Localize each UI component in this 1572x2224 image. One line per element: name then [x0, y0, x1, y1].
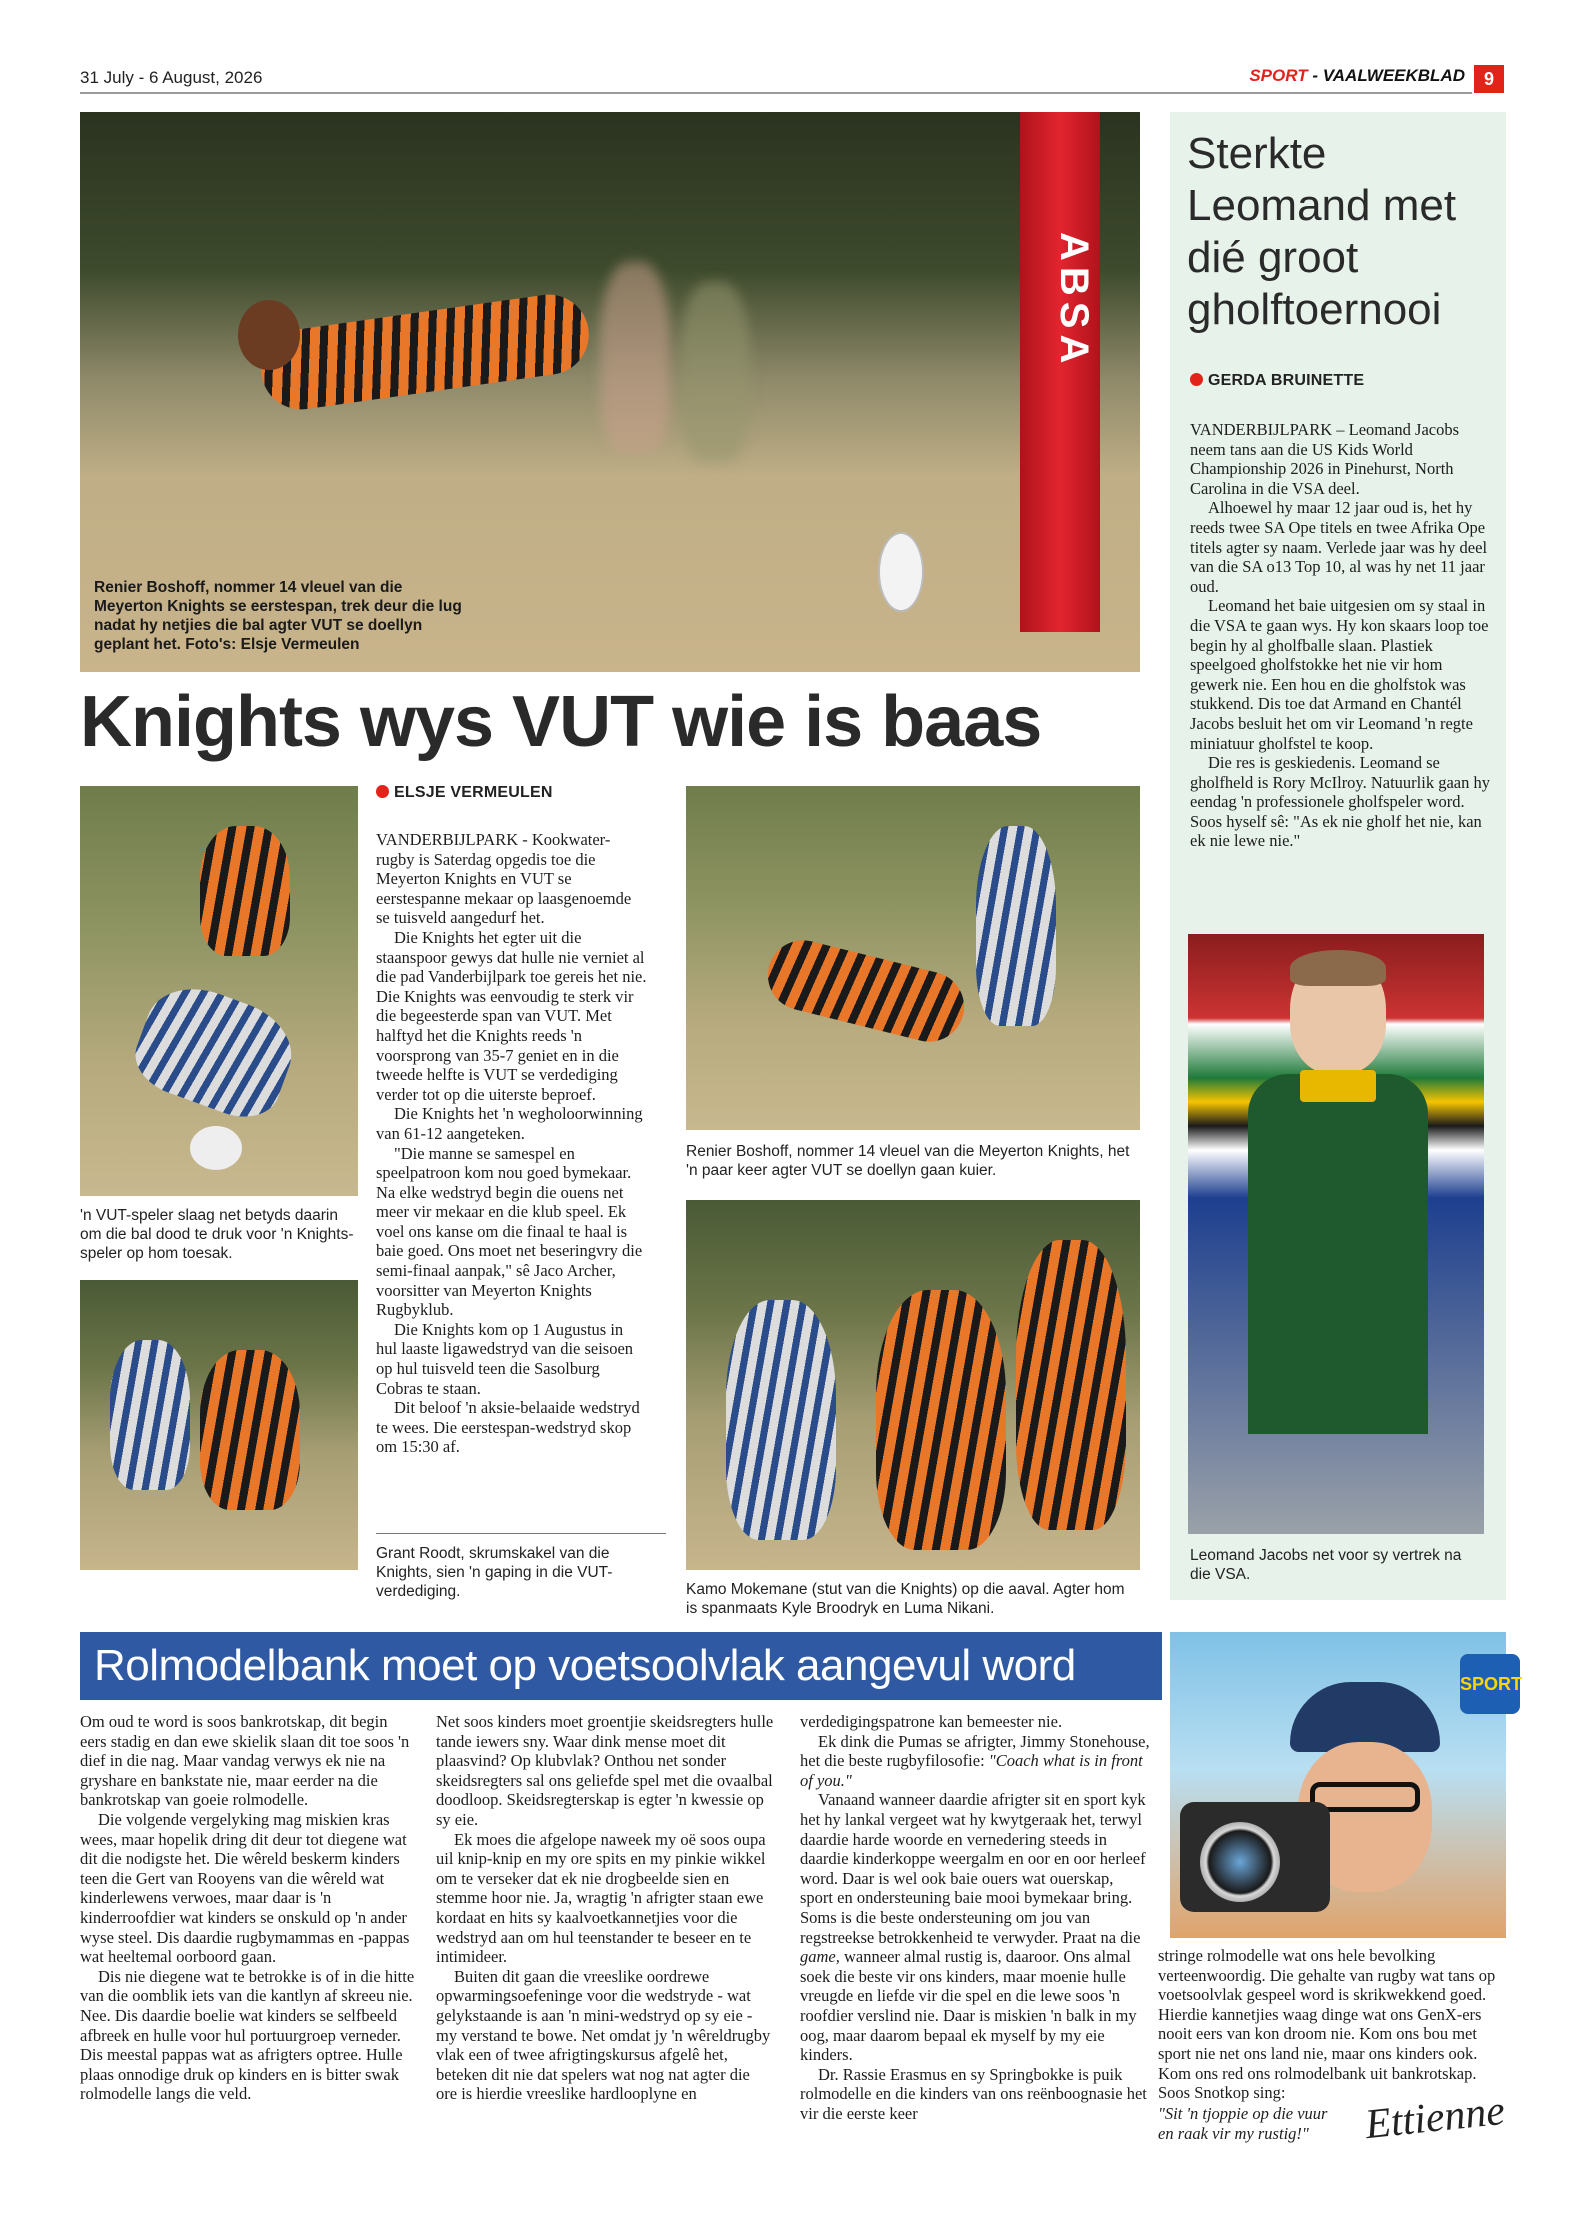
column-paragraph [800, 1732, 1150, 1791]
section-sport: SPORT [1249, 66, 1308, 85]
byline-dot [1190, 373, 1203, 386]
background-figure-1 [600, 262, 670, 452]
column-paragraph: verdedigingspatrone kan bemeester nie. [800, 1712, 1063, 1731]
photo-renier-try [686, 786, 1140, 1130]
player-head [238, 300, 300, 370]
article-paragraph: Die Knights het 'n wegholoorwinning van 61-12 aangeteken. [376, 1104, 643, 1143]
caption-right-top: Renier Boshoff, nommer 14 vleuel van die Meyerton Knights, het 'n paar keer agter VUT se doellyn gaan kuier. [686, 1143, 1130, 1179]
rugby-ball [878, 532, 924, 612]
column-text: Vanaand wanneer daardie afrigter sit en sport kyk het hy lankal vergeet wat hy kwytgeraak het, terwyl daardie harde woorde en vernedering steeds in daardie kinderkoppe weergalm en oor en oor herleef word. Daar is wel ook baie ouers wat ouerskap, sport en ondersteuning baie mooi bymekaar bring. Soms is die beste ondersteuning om jou van regstreekse betrokkenheid te verwyder. Praat na die [800, 1790, 1146, 1947]
sidebar-body [1190, 420, 1490, 851]
column-text-1 [80, 1712, 418, 2104]
photo-kamo-mokemane [686, 1200, 1140, 1570]
column-paragraph: Buiten dit gaan die vreeslike oordrewe opwarmingsoefeninge voor die wedstryde - wat gelykstaande is aan 'n mini-wedstryd op sy eie - my verstand te bowe. Net omdat jy 'n wêreldrugby vlak een of twee afrigtingskursus afgelê het, beteken dit nie dat spelers wat nog nat agter die ore is hierdie vreeslike hardlooplyne en [436, 1966, 771, 2104]
column-paragraph [800, 1790, 1150, 2064]
column-paragraph: Om oud te word is soos bankrotskap, dit begin eers stadig en dan ewe skielik slaan dit toe soos 'n dief in die nag. Maar vandag verwys ek nie na gryshare en bankstate nie, maar eerder na die bankrotskap van goeie rolmodelle. [80, 1712, 410, 1810]
boy-hair [1290, 950, 1386, 986]
article-paragraph: VANDERBIJLPARK - Kookwater-rugby is Saterdag opgedis toe die Meyerton Knights en VUT se eerstespanne mekaar op laasgenoemde se tuisveld aangedurf het. [376, 830, 632, 928]
boy-shirt [1248, 1074, 1428, 1434]
main-photo-caption: Renier Boshoff, nommer 14 vleuel van die Meyerton Knights se eerstespan, trek deur die lug nadat hy netjies die bal agter VUT se doellyn geplant het. Foto's: Elsje Vermeulen [94, 579, 462, 653]
section-label [1210, 66, 1465, 86]
column-text: wanneer almal rustig is, daaroor. Ons almal soek die beste vir ons kinders, maar moenie hulle vreugde en liefde vir die spel en die lewe soos 'n roofdier verslind nie. Daar is miskien 'n balk in my oog, maar daarom bepaal ek myself by my eie kinders. [800, 1947, 1137, 2065]
ball [190, 1126, 242, 1170]
article-paragraph: "Die manne se samespel en speelpatroon kom nou goed bymekaar. Na elke wedstryd begin die ouens net meer vir mekaar en die klub speel. Ek voel ons kanse om die finaal te haal is baie goed. Ons moet net beseringvry die semi-finaal aanpak," sê Jaco Archer, voorsitter van Meyerton Knights Rugbyklub. [376, 1143, 643, 1320]
teammate-right [1016, 1240, 1126, 1530]
sidebar-headline: Sterkte Leomand met dié groot gholftoernooi [1187, 129, 1457, 334]
main-rugby-photo [80, 112, 1140, 672]
column-quote: "Sit 'n tjoppie op die vuur en raak vir my rustig!" [1158, 2104, 1328, 2143]
column-headline: Rolmodelbank moet op voetsoolvlak aangevul word [94, 1641, 1076, 1690]
column-text: stringe rolmodelle wat ons hele bevolking verteenwoordig. Die gehalte van rugby wat tans op voetsoolvlak gespeel word is skrikwekkend goed. Hierdie kannetjies waag dinge wat ons GenX-ers nooit eers van kon droom nie. Kom ons bou met sport nie net ons land nie, maar ons kinders ook. Kom ons red ons rolmodelbank uit bankrotskap. Soos Snotkop sing: [1158, 1946, 1496, 2103]
column-paragraph: Dr. Rassie Erasmus en sy Springbokke is puik rolmodelle en die kinders van ons reënboognasie het vir die eerste keer [800, 2064, 1147, 2123]
article-byline-name: ELSJE VERMEULEN [394, 784, 553, 801]
columnist-signature: Ettienne [1362, 2087, 1507, 2149]
column-text-4 [1158, 1946, 1506, 2103]
knights-player-back [200, 826, 290, 956]
caption-left-bottom: Grant Roodt, skrumskakel van die Knights, sien 'n gaping in die VUT-verdediging. [376, 1545, 613, 1600]
column-italic-word: game, [800, 1947, 840, 1967]
vut-player-jumping [976, 826, 1056, 1026]
sidebar-paragraph: VANDERBIJLPARK – Leomand Jacobs neem tans aan die US Kids World Championship 2026 in Pinehurst, North Carolina in die VSA deel. [1190, 420, 1460, 498]
caption-left-top: 'n VUT-speler slaag net betyds daarin om die bal dood te druk voor 'n Knights-speler op hom toesak. [80, 1207, 354, 1262]
column-text-2 [436, 1712, 774, 2104]
sidebar-paragraph: Alhoewel hy maar 12 jaar oud is, het hy reeds twee SA Ope titels en twee Afrika Ope titels agter sy naam. Verlede jaar was hy deel van die SA o13 Top 10, al was hy net 11 jaar oud. [1190, 498, 1488, 596]
vut-player-left [110, 1340, 190, 1490]
column-paragraph: Die volgende vergelyking mag miskien kras wees, maar hopelik dring dit deur tot diegene wat dit die nodigste het. Die wêreld beskerm kinders teen die Gert van Rooyens van die wêreld wat kinderlewens verwoes, maar daar is 'n kinderroofdier wat kinders se onskuld op 'n ander wyse steel. Dis daardie rugbymammas en -pappas wat heeltemal oorboord gaan. [80, 1809, 410, 1967]
boy-collar [1300, 1070, 1376, 1102]
knights-player-center [200, 1350, 300, 1510]
photo-vut-try [80, 786, 358, 1196]
article-headline: Knights wys VUT wie is baas [80, 682, 1042, 762]
article-paragraph: Die Knights kom op 1 Augustus in hul laaste ligawedstryd van die seisoen op hul tuisveld teen die Sasolburg Cobras te staan. [376, 1319, 634, 1398]
article-paragraph: Die Knights het egter uit die staanspoor gewys dat hulle nie verniet al die pad Vanderbijlpark toe gereis het nie. Die Knights was eenvoudig te sterk vir die begeesterde span van VUT. Met halftyd het die Knights reeds 'n voorsprong van 35-7 geniet en in die tweede helfte is VUT se verdediging verder tot op die uiterste beproef. [376, 927, 647, 1104]
diving-player [256, 289, 594, 414]
page-number: 9 [1474, 65, 1504, 93]
column-quote: "Coach what is in front of you." [800, 1751, 1143, 1790]
columnist-cartoon [1170, 1632, 1523, 1938]
background-figure-2 [680, 282, 750, 462]
caption-right-bottom: Kamo Mokemane (stut van die Knights) op die aaval. Agter hom is spanmaats Kyle Broodryk en Luma Nikani. [686, 1581, 1125, 1617]
sidebar-paragraph: Leomand het baie uitgesien om sy staal in die VSA te gaan wys. Hy kon skaars loop toe begin hy al gholfballe slaan. Plastiek speelgoed gholfstokke het nie vir hom gewerk nie. Een hou en die gholfstok was stukkend. Dis toe dat Armand en Chantél Jacobs besluit het om vir Leomand 'n regte miniatuur gholfstel te koop. [1190, 596, 1489, 753]
article-end-rule [376, 1533, 666, 1534]
diving-knight [761, 933, 972, 1049]
post-brand: ABSA [1052, 232, 1096, 370]
sidebar-byline [1190, 372, 1364, 390]
vut-player [126, 974, 305, 1129]
column-closing-quote [1158, 2104, 1342, 2143]
sidebar-photo-caption: Leomand Jacobs net voor sy vertrek na die VSA. [1190, 1547, 1462, 1583]
header-rule [80, 92, 1472, 94]
column-text: Ek dink die Pumas se afrigter, Jimmy Stonehouse, het die beste rugbyfilosofie: [800, 1731, 1150, 1771]
article-byline [376, 784, 553, 802]
column-paragraph: Dis nie diegene wat te betrokke is of in die hitte van die oomblik iets van die kantlyn af skreeu nie. Nee. Dis daardie boelie wat kinders se selfbeeld afbreek en hulle voor hul portuurgroep verneder. Dis meestal pappas wat as afrigters optree. Hulle plaas onnodige druk op kinders en is bitter swak rolmodelle langs die veld. [80, 1966, 415, 2104]
byline-dot [376, 785, 389, 798]
camera-lens [1200, 1822, 1280, 1902]
cartoon-badge: SPORT [1460, 1654, 1520, 1714]
sidebar-byline-name: GERDA BRUINETTE [1208, 372, 1365, 389]
column-paragraph [1158, 1946, 1506, 2103]
goal-post-padding [1020, 112, 1100, 632]
photo-grant-roodt [80, 1280, 358, 1570]
issue-date: 31 July - 6 August, 2026 [80, 68, 263, 87]
kamo-mokemane [876, 1290, 1006, 1550]
vut-defender [726, 1300, 836, 1540]
section-separator: - [1307, 66, 1323, 85]
article-body [376, 830, 648, 1457]
sidebar-paragraph: Die res is geskiedenis. Leomand se gholfheld is Rory McIlroy. Natuurlik gaan hy eendag 'n professionele gholfspeler word. Soos hyself sê: "As ek nie gholf het nie, kan ek nie lewe nie." [1190, 753, 1490, 851]
photo-leomand [1188, 934, 1484, 1534]
column-text-3 [800, 1712, 1150, 2123]
article-paragraph: Dit beloof 'n aksie-belaaide wedstryd te wees. Die eerstespan-wedstryd skop om 15:30 af. [376, 1398, 640, 1457]
column-paragraph: Net soos kinders moet groentjie skeidsregters hulle tande iewers sny. Waar dink mense moet dit plaasvind? Op klubvlak? Onthou net sonder skeidsregters sal ons geliefde spel met die ovaalbal doodloop. Skeidsregterskap is egter 'n kwessie op sy eie. [436, 1712, 774, 1829]
column-paragraph: Ek moes die afgelope naweek my oë soos oupa uil knip-knip en my ore spits en my pinkie wikkel om te verseker dat ek nie drogbeelde sien en stemme hoor nie. Ja, wragtig 'n afrigter staan ewe kordaat en hits sy kaalvoetkannetjies voor die wedstryd aan om hul teenstander te beseer en te intimideer. [436, 1829, 766, 1967]
section-paper: VAALWEEKBLAD [1322, 66, 1465, 85]
